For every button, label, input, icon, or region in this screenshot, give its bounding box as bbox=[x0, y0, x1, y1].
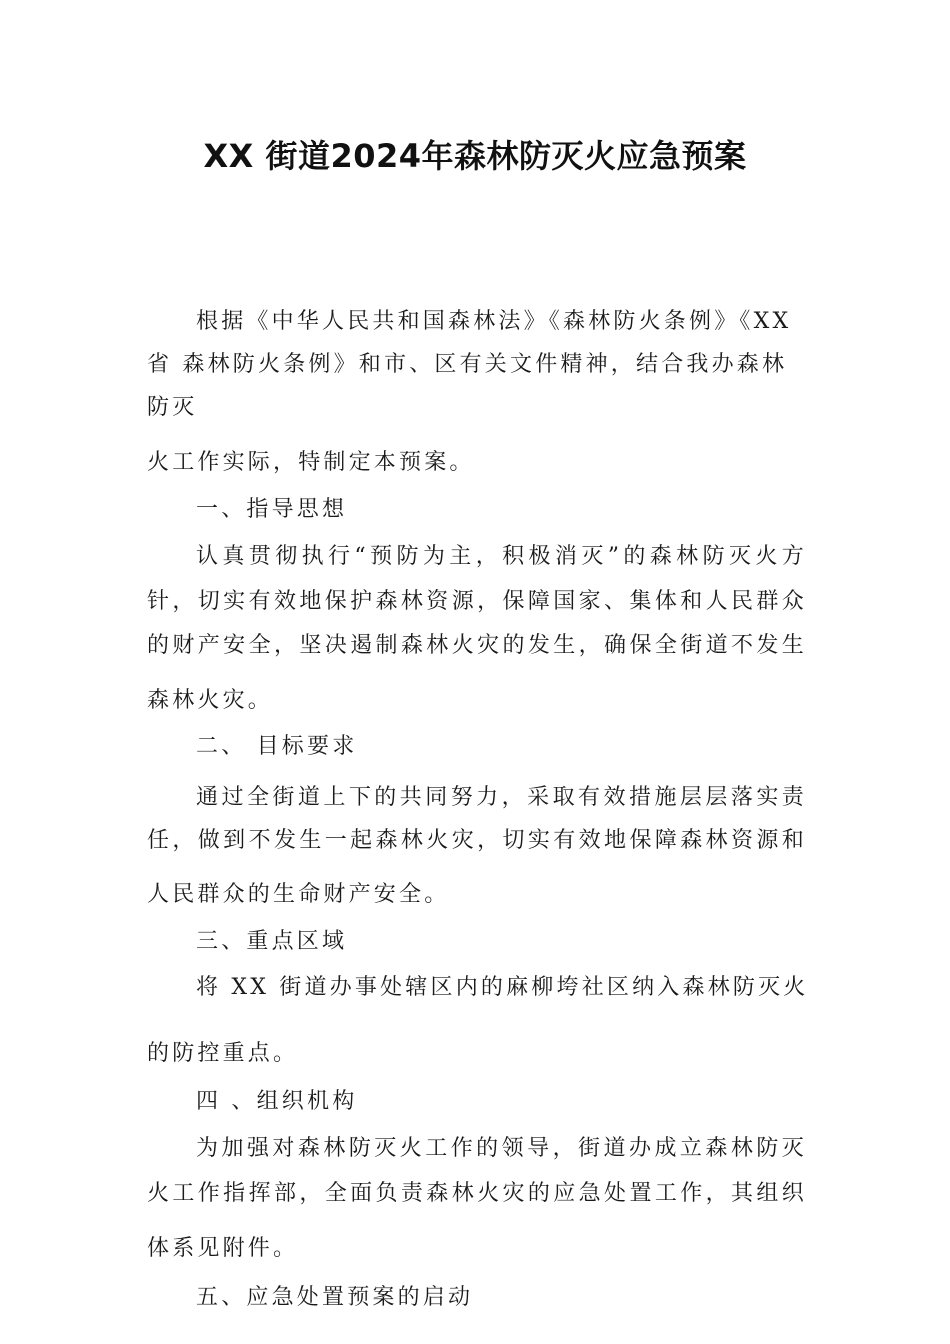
section-heading: 四 、组织机构 bbox=[196, 1089, 358, 1114]
section-heading: 三、重点区域 bbox=[196, 929, 348, 954]
paragraph-line: 通过全街道上下的共同努力，采取有效措施层层落实责 bbox=[196, 785, 807, 810]
document-title: XX 街道2024年森林防灭火应急预案 bbox=[203, 137, 747, 175]
paragraph-line: 森林火灾。 bbox=[147, 688, 274, 713]
paragraph-line: 为加强对森林防灭火工作的领导，街道办成立森林防灭 bbox=[196, 1136, 807, 1161]
paragraph-line: 的防控重点。 bbox=[147, 1041, 299, 1066]
paragraph-line: 针，切实有效地保护森林资源，保障国家、集体和人民群众 bbox=[147, 589, 807, 614]
paragraph-line: 省 森林防火条例》和市、区有关文件精神，结合我办森林 bbox=[147, 352, 788, 377]
paragraph-line: 人民群众的生命财产安全。 bbox=[147, 882, 450, 907]
paragraph-line: 任，做到不发生一起森林火灾，切实有效地保障森林资源和 bbox=[147, 828, 807, 853]
paragraph-line: 火工作指挥部，全面负责森林火灾的应急处置工作，其组织 bbox=[147, 1181, 807, 1206]
paragraph-line: 认真贯彻执行“预防为主，积极消灭”的森林防灭火方 bbox=[196, 544, 807, 569]
paragraph-line: 的财产安全，坚决遏制森林火灾的发生，确保全街道不发生 bbox=[147, 633, 807, 658]
paragraph-line: 火工作实际，特制定本预案。 bbox=[147, 450, 475, 475]
paragraph-line: 防灭 bbox=[147, 395, 198, 420]
paragraph-line: 体系见附件。 bbox=[147, 1236, 299, 1261]
section-heading: 五、应急处置预案的启动 bbox=[196, 1285, 474, 1310]
section-heading: 一、指导思想 bbox=[196, 497, 348, 522]
paragraph-line: 根据《中华人民共和国森林法》《森林防火条例》《XX bbox=[196, 309, 792, 334]
section-heading: 二、 目标要求 bbox=[196, 734, 358, 759]
paragraph-line: 将 XX 街道办事处辖区内的麻柳垮社区纳入森林防灭火 bbox=[196, 975, 809, 1000]
